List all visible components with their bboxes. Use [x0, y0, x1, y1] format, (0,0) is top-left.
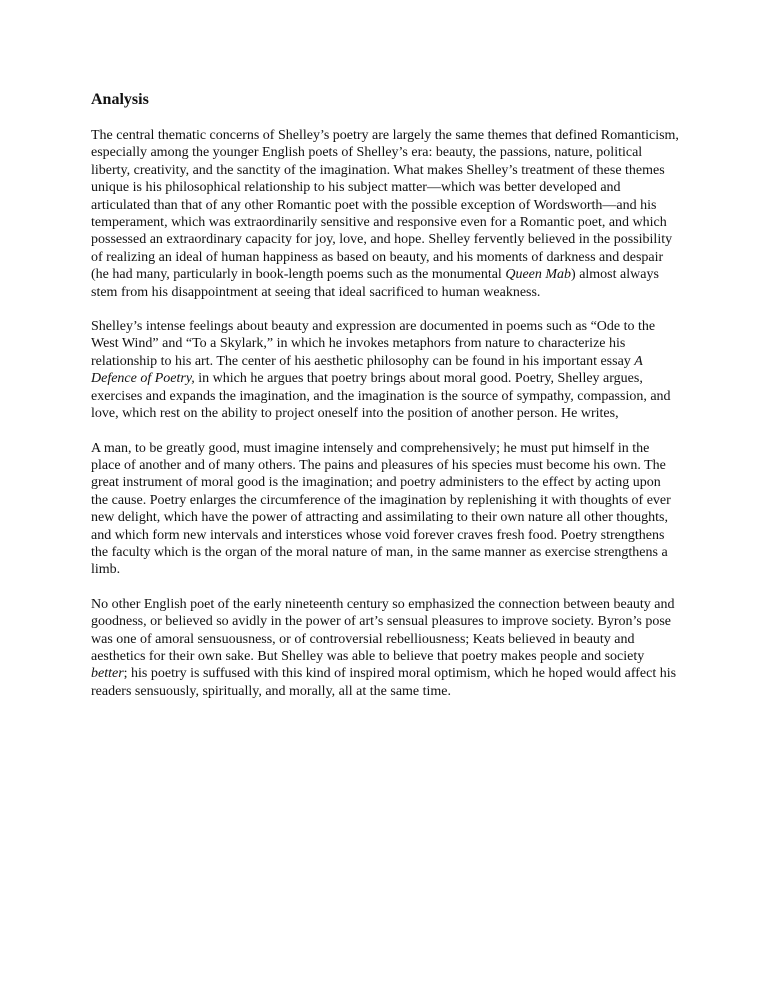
- italic-title: better: [91, 666, 124, 682]
- quoted-passage: [91, 440, 681, 579]
- document-page: [91, 90, 681, 717]
- document-body: [91, 127, 681, 700]
- text-run: Shelley’s intense feelings about beauty and expression are documented in poems such as “Ode to the West Wind” and “To a Skylark,” in which he invokes metaphors from nature to characterize his relationship to his art. The center of his aesthetic philosophy can be found in his important essay: [91, 319, 656, 369]
- text-run: in which he argues that poetry brings about moral good. Poetry, Shelley argues, exercises and expands the imagination, and the imagination is the source of sympathy, compassion, and love, which rest on the ability to project oneself into the position of another person. He writes,: [91, 371, 671, 422]
- text-run: The central thematic concerns of Shelley’s poetry are largely the same themes that defined Romanticism, especially among the younger English poets of Shelley’s era: beauty, the passions, nature, political liberty, creativity, and the sanctity of the imagination. What makes Shelley’s treatment of these themes unique is his philosophical relationship to his subject matter—which was better developed and articulated than that of any other Romantic poet with the possible exception of Wordsworth—and his temperament, which was extraordinarily sensitive and responsive even for a Romantic poet, and which possessed an extraordinary capacity for joy, love, and hope. Shelley fervently believed in the possibility of realizing an ideal of human happiness as based on beauty, and his moments of darkness and despair (he had many, particularly in book-length poems such as the monumental: [91, 128, 679, 283]
- paragraph: [91, 596, 681, 700]
- text-run: A man, to be greatly good, must imagine intensely and comprehensively; he must put himself in the place of another and of many others. The pains and pleasures of his species must become his own. The great instrument of moral good is the imagination; and poetry administers to the effect by acting upon the cause. Poetry enlarges the circumference of the imagination by replenishing it with thoughts of ever new delight, which have the power of attracting and assimilating to their own nature all other thoughts, and which form new intervals and interstices whose void forever craves fresh food. Poetry strengthens the faculty which is the organ of the moral nature of man, in the same manner as exercise strengthens a limb.: [91, 440, 671, 578]
- italic-title: A Defence of Poetry,: [91, 353, 643, 387]
- text-run: ) almost always stem from his disappointment at seeing that ideal sacrificed to human weakness.: [91, 267, 659, 300]
- paragraph: [91, 318, 681, 422]
- italic-title: Queen Mab: [505, 267, 572, 283]
- text-run: No other English poet of the early nineteenth century so emphasized the connection between beauty and goodness, or believed so avidly in the power of art’s sensual pleasures to improve society. Byron’s pose was one of amoral sensuousness, or of controversial rebelliousness; Keats believed in beauty and aesthetics for their own sake. But Shelley was able to believe that poetry makes people and society: [91, 596, 675, 664]
- section-heading: Analysis: [91, 91, 149, 108]
- text-run: ; his poetry is suffused with this kind of inspired moral optimism, which he hoped would affect his readers sensuously, spiritually, and morally, all at the same time.: [91, 666, 677, 699]
- paragraph: [91, 127, 681, 301]
